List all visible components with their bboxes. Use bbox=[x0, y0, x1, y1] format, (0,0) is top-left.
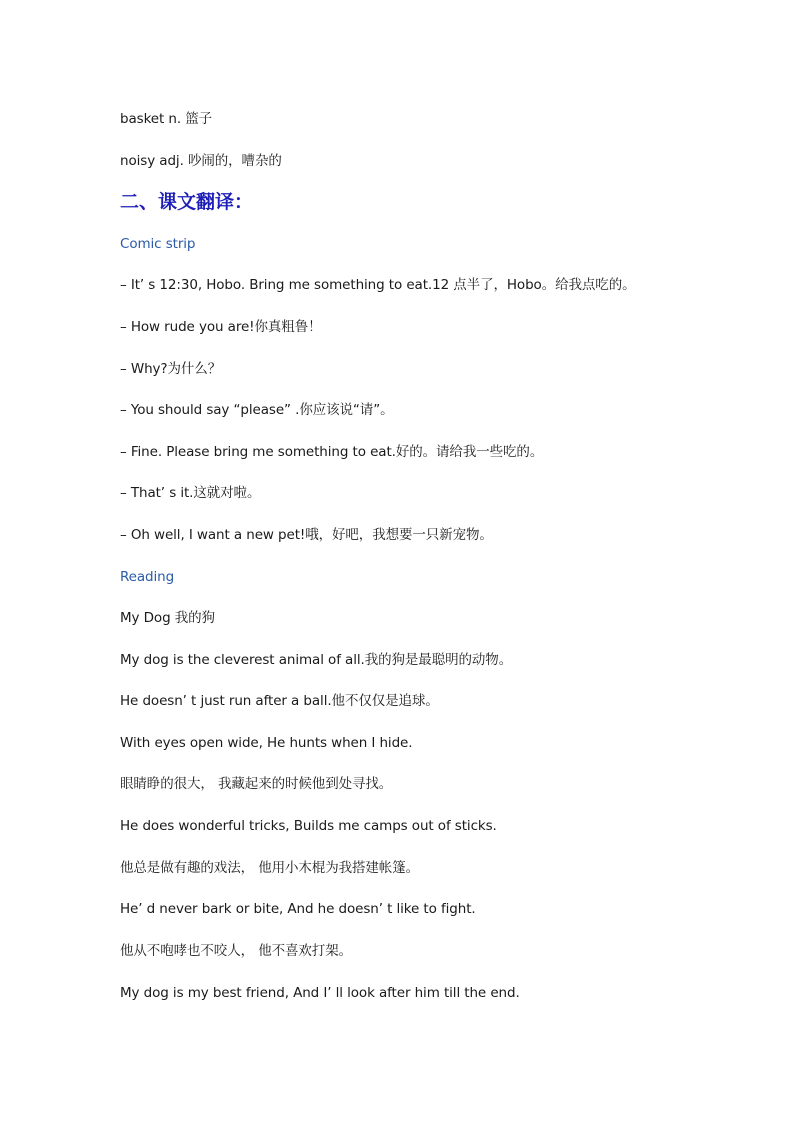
section-heading: 二、课文翻译： bbox=[120, 191, 254, 213]
reading-line: 眼睛睁的很大， 我藏起来的时候他到处寻找。 bbox=[120, 776, 393, 792]
reading-line: 他总是做有趣的戏法， 他用小木棍为我搭建帐篷。 bbox=[120, 860, 419, 876]
reading-line: He doesn’ t just run after a ball.他不仅仅是追球。 bbox=[120, 693, 439, 709]
comic-strip-title: Comic strip bbox=[120, 236, 196, 252]
reading-poem-title: My Dog 我的狗 bbox=[120, 610, 215, 626]
comic-line: – How rude you are!你真粗鲁！ bbox=[120, 319, 322, 335]
vocab-noisy: noisy adj. 吵闹的，嘈杂的 bbox=[120, 153, 282, 169]
comic-line: – Fine. Please bring me something to eat.好的。请给我一些吃的。 bbox=[120, 444, 544, 460]
comic-line: – You should say “please” .你应该说“请”。 bbox=[120, 402, 394, 418]
reading-line: He does wonderful tricks, Builds me camps out of sticks. bbox=[120, 818, 497, 834]
reading-line: He’ d never bark or bite, And he doesn’ t like to fight. bbox=[120, 901, 476, 917]
reading-title: Reading bbox=[120, 569, 175, 585]
reading-line: My dog is the cleverest animal of all.我的狗是最聪明的动物。 bbox=[120, 652, 513, 668]
comic-line: – Why?为什么？ bbox=[120, 361, 222, 377]
vocab-basket: basket n. 篮子 bbox=[120, 111, 213, 127]
comic-line: – It’ s 12:30, Hobo. Bring me something to eat.12 点半了，Hobo。给我点吃的。 bbox=[120, 277, 636, 293]
reading-line: With eyes open wide, He hunts when I hide. bbox=[120, 735, 413, 751]
comic-line: – That’ s it.这就对啦。 bbox=[120, 485, 261, 501]
reading-line: My dog is my best friend, And I’ ll look after him till the end. bbox=[120, 985, 520, 1001]
comic-line: – Oh well, I want a new pet!哦，好吧，我想要一只新宠物。 bbox=[120, 527, 493, 543]
reading-line: 他从不咆哮也不咬人， 他不喜欢打架。 bbox=[120, 943, 352, 959]
